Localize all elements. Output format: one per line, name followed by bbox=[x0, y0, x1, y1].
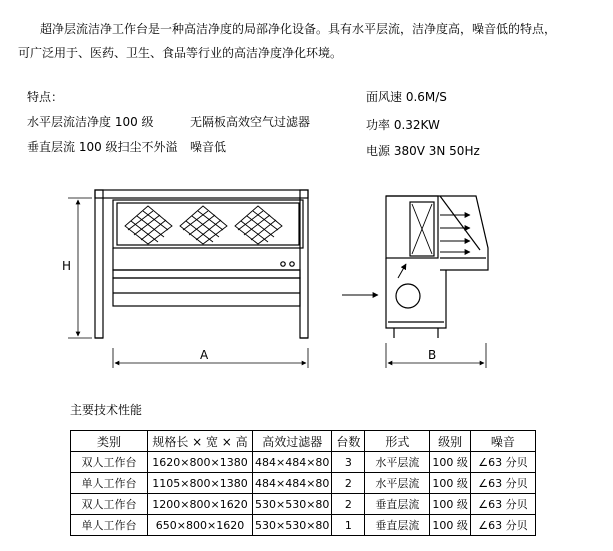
intro-paragraph bbox=[18, 17, 608, 65]
table-cell: 530×530×80 bbox=[253, 494, 332, 515]
column-header: 高效过滤器 bbox=[253, 431, 332, 452]
column-header: 台数 bbox=[332, 431, 365, 452]
spec-power: 功率 0.32KW bbox=[366, 118, 440, 132]
column-header: 级别 bbox=[430, 431, 471, 452]
feature-item: 水平层流洁净度 100 级 bbox=[27, 115, 154, 129]
intro-line-1: 超净层流洁净工作台是一种高洁净度的局部净化设备。具有水平层流，洁净度高，噪音低的特点， bbox=[40, 22, 557, 36]
table-row bbox=[71, 452, 536, 473]
table-cell: 单人工作台 bbox=[71, 515, 148, 536]
table-cell: 100 级 bbox=[430, 452, 471, 473]
features-heading: 特点： bbox=[27, 90, 64, 104]
table-cell: 1200×800×1620 bbox=[148, 494, 253, 515]
table-cell: 100 级 bbox=[430, 473, 471, 494]
table-cell: 双人工作台 bbox=[71, 452, 148, 473]
table-cell: 2 bbox=[332, 494, 365, 515]
table-cell: 100 级 bbox=[430, 515, 471, 536]
table-title: 主要技术性能 bbox=[70, 403, 143, 417]
front-view bbox=[95, 190, 308, 338]
column-header: 噪音 bbox=[470, 431, 535, 452]
table-cell: 2 bbox=[332, 473, 365, 494]
table-cell: 水平层流 bbox=[365, 473, 430, 494]
feature-item: 噪音低 bbox=[190, 140, 227, 154]
table-cell: ∠63 分贝 bbox=[470, 452, 535, 473]
table-cell: 单人工作台 bbox=[71, 473, 148, 494]
table-cell: ∠63 分贝 bbox=[470, 515, 535, 536]
table-cell: 1105×800×1380 bbox=[148, 473, 253, 494]
table-cell: 3 bbox=[332, 452, 365, 473]
dimension-label-h: H bbox=[62, 259, 72, 273]
table-cell: 水平层流 bbox=[365, 452, 430, 473]
table-cell: 双人工作台 bbox=[71, 494, 148, 515]
dimension-label-a: A bbox=[200, 348, 209, 362]
table-cell: 530×530×80 bbox=[253, 515, 332, 536]
table-cell: ∠63 分贝 bbox=[470, 494, 535, 515]
spec-power-supply: 电源 380V 3N 50Hz bbox=[366, 144, 480, 158]
table-cell: 650×800×1620 bbox=[148, 515, 253, 536]
column-header: 类别 bbox=[71, 431, 148, 452]
table-cell: 垂直层流 bbox=[365, 494, 430, 515]
table-cell: ∠63 分贝 bbox=[470, 473, 535, 494]
feature-item: 垂直层流 100 级扫尘不外溢 bbox=[27, 140, 178, 154]
tech-spec-table bbox=[70, 430, 536, 536]
side-view bbox=[386, 196, 488, 338]
table-row bbox=[71, 494, 536, 515]
table-cell: 1 bbox=[332, 515, 365, 536]
table-cell: 484×484×80 bbox=[253, 452, 332, 473]
intro-line-2: 可广泛用于、医药、卫生、食品等行业的高洁净度净化环境。 bbox=[18, 46, 343, 60]
table-cell: 垂直层流 bbox=[365, 515, 430, 536]
table-header-row bbox=[71, 431, 536, 452]
table-row bbox=[71, 515, 536, 536]
table-cell: 484×484×80 bbox=[253, 473, 332, 494]
table-cell: 100 级 bbox=[430, 494, 471, 515]
table-row bbox=[71, 473, 536, 494]
workbench-diagram bbox=[0, 178, 613, 378]
spec-wind-speed: 面风速 0.6M/S bbox=[366, 90, 447, 104]
column-header: 形式 bbox=[365, 431, 430, 452]
airflow-arrows bbox=[342, 215, 470, 295]
feature-item: 无隔板高效空气过滤器 bbox=[190, 115, 311, 129]
dimension-label-b: B bbox=[428, 348, 437, 362]
column-header: 规格长 × 宽 × 高 bbox=[148, 431, 253, 452]
table-cell: 1620×800×1380 bbox=[148, 452, 253, 473]
